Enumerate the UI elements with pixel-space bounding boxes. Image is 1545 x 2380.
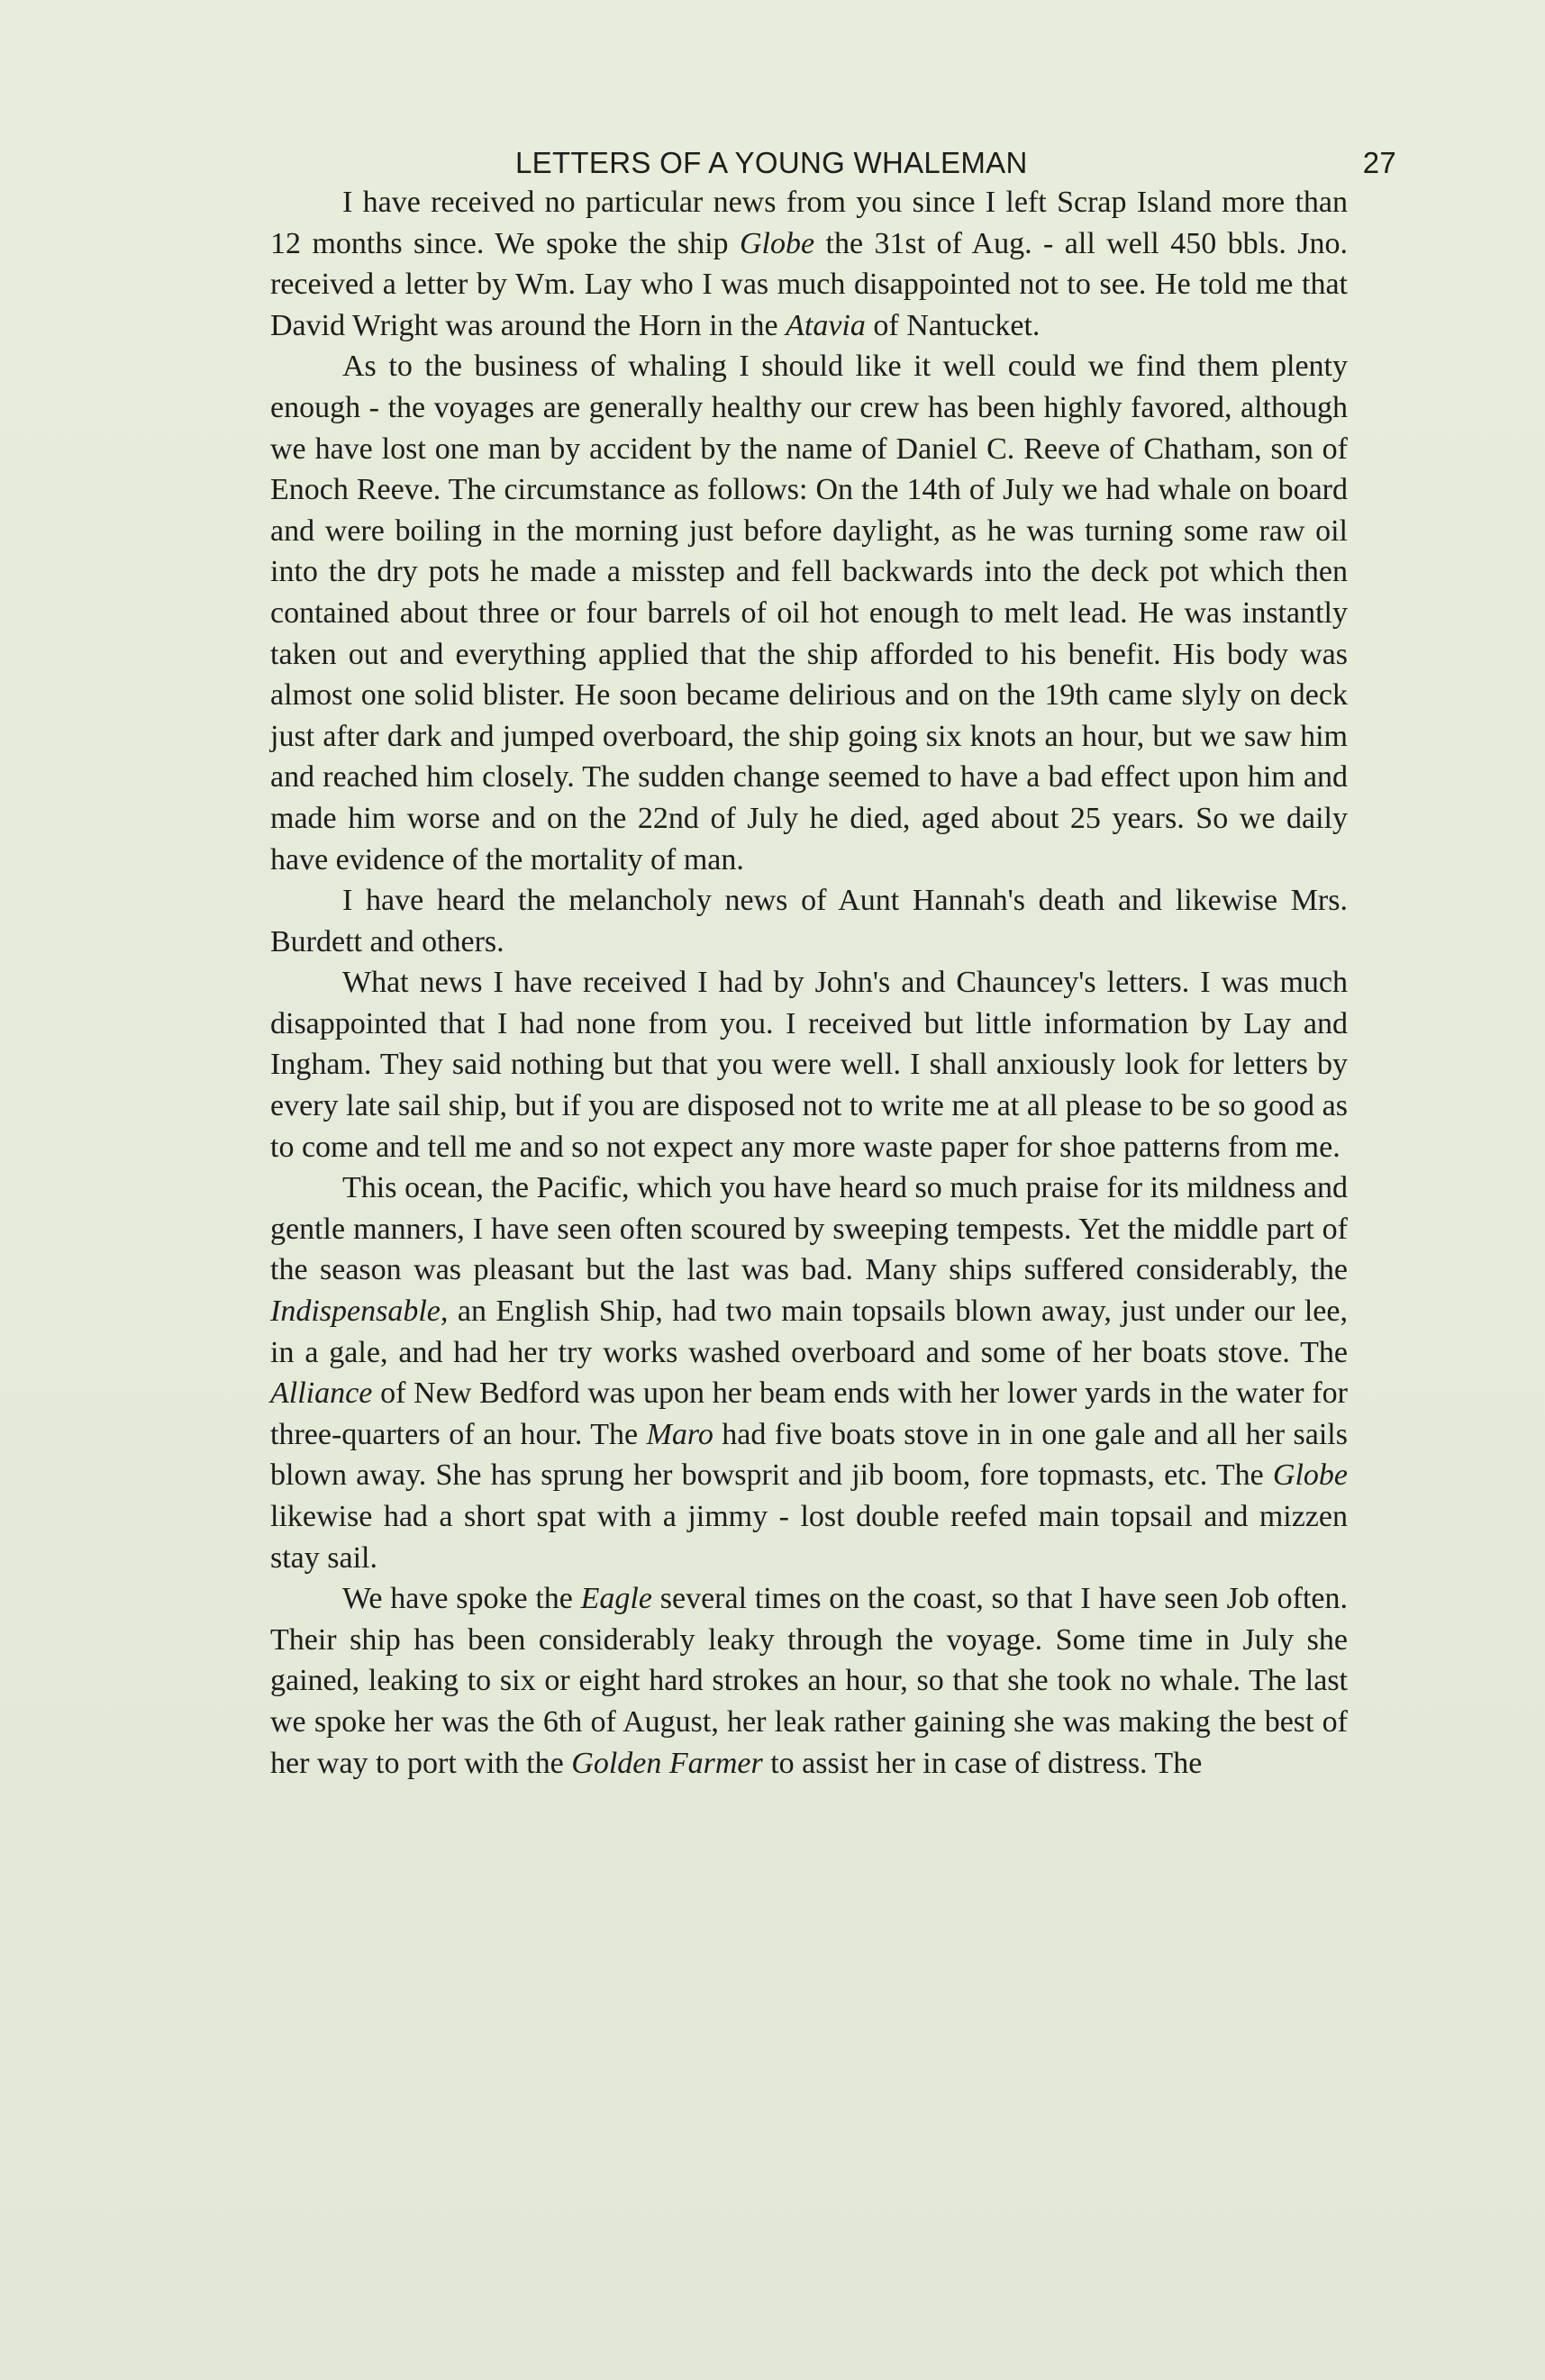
ship-name: Globe — [739, 226, 815, 260]
running-title: LETTERS OF A YOUNG WHALEMAN — [515, 146, 1028, 179]
text-run: the 31st of Aug. - all well 450 bbls. Jno. received a letter by Wm. Lay who I was much disappointed not to see. He told me that David Wright was around the Horn in the — [270, 226, 1348, 342]
text-run: likewise had a short spat with a jimmy - lost double reefed main topsail and mizzen stay sail. — [270, 1500, 1348, 1575]
paragraph-6 — [270, 1578, 1348, 1784]
ship-name: Atavia — [786, 308, 866, 342]
text-run: This ocean, the Pacific, which you have heard so much praise for its mildness and gentle manners, I have seen often scoured by sweeping tempests. Yet the middle part of the season was pleasant but the last was bad. Many ships suffered considerably, the — [270, 1171, 1348, 1287]
ship-name: Eagle — [580, 1582, 652, 1616]
body-text — [270, 182, 1348, 1784]
ship-name: Maro — [646, 1417, 713, 1451]
text-run: had five boats stove in in one gale and all her sails blown away. She has sprung her bowsprit and jib boom, fore topmasts, etc. The — [270, 1417, 1348, 1493]
text-run: I have received no particular news from you since I left Scrap Island more than 12 months since. We spoke the ship — [270, 186, 1348, 260]
text-run: We have spoke the — [342, 1582, 581, 1616]
text-run: several times on the coast, so that I have seen Job often. Their ship has been considerably leaky through the voyage. Some time in July she gained, leaking to six or eight hard strokes an hour, so that she took no whale. The last we spoke her was the 6th of August, her leak rather gaining she was making the best of her way to port with the — [270, 1582, 1348, 1780]
ship-name: Alliance — [270, 1376, 373, 1411]
paragraph-5 — [270, 1167, 1348, 1578]
paragraph-2: As to the business of whaling I should like it well could we find them plenty enough - the voyages are generally healthy our crew has been highly favored, although we have lost one man by accident by the name of Daniel C. Reeve of Chatham, son of Enoch Reeve. The circumstance as follows: On the 14th of July we had whale on board and were boiling in the morning just before daylight, as he was turning some raw oil into the dry pots he made a misstep and fell backwards into the deck pot which then contained about three or four barrels of oil hot enough to melt lead. He was instantly taken out and everything applied that the ship afforded to his benefit. His body was almost one solid blister. He soon became delirious and on the 19th came slyly on deck just after dark and jumped overboard, the ship going six knots an hour, but we saw him and reached him closely. The sudden change seemed to have a bad effect upon him and made him worse and on the 22nd of July he died, aged about 25 years. So we daily have evidence of the mortality of man. — [270, 350, 1348, 877]
paragraph-4: What news I have received I had by John's and Chauncey's letters. I was much disappointed that I had none from you. I received but little information by Lay and Ingham. They said nothing but that you were well. I shall anxiously look for letters by every late sail ship, but if you are disposed not to write me at all please to be so good as to come and tell me and so not expect any more waste paper for shoe patterns from me. — [270, 966, 1348, 1164]
text-run: of Nantucket. — [865, 308, 1041, 342]
text-run: of New Bedford was upon her beam ends with her lower yards in the water for three-quarters of an hour. The — [270, 1376, 1348, 1451]
ship-name: Globe — [1272, 1458, 1348, 1493]
text-run: to assist her in case of distress. The — [762, 1746, 1203, 1780]
ship-name: Indispensable, — [270, 1294, 449, 1329]
page-number: 27 — [1362, 146, 1396, 179]
ship-name: Golden Farmer — [571, 1746, 763, 1780]
paragraph-3: I have heard the melancholy news of Aunt Hannah's death and likewise Mrs. Burdett and others. — [270, 884, 1348, 958]
text-run: an English Ship, had two main topsails blown away, just under our lee, in a gale, and had her try works washed overboard and some of her boats stove. The — [270, 1294, 1348, 1369]
paragraph-1 — [270, 182, 1348, 346]
